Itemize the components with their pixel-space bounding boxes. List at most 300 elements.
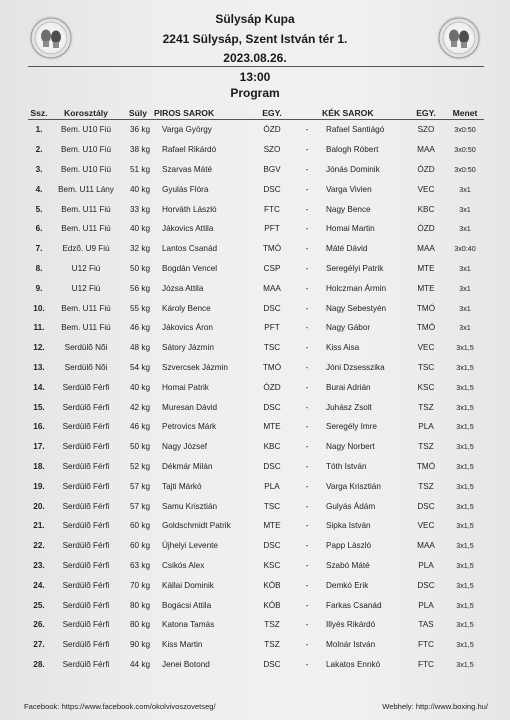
row-separator: - bbox=[305, 461, 309, 471]
row-piros-club: DSC bbox=[263, 402, 281, 412]
row-separator: - bbox=[305, 640, 309, 650]
row-suly: 60 kg bbox=[129, 521, 150, 531]
table-row bbox=[28, 179, 484, 199]
row-menet: 3x1,5 bbox=[456, 382, 474, 392]
row-number: 28. bbox=[33, 659, 45, 669]
row-korosztaly: Bem. U10 Fiú bbox=[60, 145, 112, 155]
table-row bbox=[28, 318, 484, 338]
row-kek-boxer: Lakatos Ennkó bbox=[326, 659, 381, 669]
header-divider bbox=[28, 66, 484, 67]
row-suly: 57 kg bbox=[129, 481, 150, 491]
table-row bbox=[28, 615, 484, 635]
row-separator: - bbox=[305, 620, 309, 630]
row-kek-boxer: Rafael Santiágó bbox=[326, 125, 385, 135]
row-separator: - bbox=[305, 422, 309, 432]
row-kek-club: TSZ bbox=[418, 442, 434, 452]
row-kek-boxer: Illyés Rikárdó bbox=[326, 620, 376, 630]
row-separator: - bbox=[305, 125, 309, 135]
table-row bbox=[28, 377, 484, 397]
row-kek-boxer: Szabó Máté bbox=[326, 560, 370, 570]
table-row bbox=[28, 575, 484, 595]
row-kek-boxer: Seregélyi Patrik bbox=[326, 263, 384, 273]
row-piros-club: SZO bbox=[263, 145, 281, 155]
row-menet: 3x1,5 bbox=[456, 659, 474, 669]
row-kek-club: TMÓ bbox=[416, 323, 436, 333]
row-piros-club: TSC bbox=[263, 343, 281, 353]
row-suly: 33 kg bbox=[129, 204, 150, 214]
row-menet: 3x1,5 bbox=[456, 600, 474, 610]
row-kek-club: TSZ bbox=[418, 402, 434, 412]
row-menet: 3x1 bbox=[459, 263, 471, 273]
row-suly: 40 kg bbox=[129, 184, 150, 194]
row-piros-club: ÓZD bbox=[263, 382, 281, 392]
row-kek-club: MAA bbox=[417, 244, 435, 254]
row-suly: 80 kg bbox=[129, 600, 150, 610]
row-piros-boxer: Újhelyi Levente bbox=[162, 541, 218, 551]
row-kek-club: SZO bbox=[417, 125, 435, 135]
table-row bbox=[28, 160, 484, 180]
row-number: 11. bbox=[33, 323, 45, 333]
row-menet: 3x1,5 bbox=[456, 541, 474, 551]
col-separator bbox=[292, 106, 322, 120]
row-piros-boxer: Nagy József bbox=[162, 442, 208, 452]
row-korosztaly: Bem. U11 Fiú bbox=[61, 303, 111, 313]
row-piros-club: PFT bbox=[264, 323, 280, 333]
row-piros-boxer: Józsa Attila bbox=[162, 283, 204, 293]
table-row bbox=[28, 536, 484, 556]
row-piros-boxer: Horváth László bbox=[162, 204, 217, 214]
row-separator: - bbox=[305, 481, 309, 491]
row-number: 26. bbox=[33, 620, 45, 630]
row-piros-club: DSC bbox=[263, 461, 281, 471]
row-piros-boxer: Sátory Jázmin bbox=[162, 343, 214, 353]
row-number: 25. bbox=[33, 600, 45, 610]
table-row bbox=[28, 457, 484, 477]
row-number: 22. bbox=[33, 541, 45, 551]
row-piros-club: TSC bbox=[263, 501, 281, 511]
row-kek-boxer: Molnár István bbox=[326, 640, 376, 650]
table-row bbox=[28, 358, 484, 378]
row-kek-boxer: Máté Dávid bbox=[326, 244, 368, 254]
row-menet: 3x1 bbox=[459, 283, 471, 293]
row-menet: 3x1,5 bbox=[456, 461, 474, 471]
row-piros-boxer: Gyulás Flóra bbox=[162, 184, 209, 194]
row-separator: - bbox=[305, 303, 309, 313]
program-heading: Program bbox=[230, 86, 280, 100]
table-row bbox=[28, 516, 484, 536]
row-piros-club: TSZ bbox=[264, 640, 280, 650]
row-suly: 48 kg bbox=[129, 343, 150, 353]
row-suly: 60 kg bbox=[129, 541, 150, 551]
row-korosztaly: Serdülõ Férfi bbox=[62, 600, 110, 610]
row-number: 19. bbox=[33, 481, 45, 491]
row-suly: 51 kg bbox=[129, 164, 150, 174]
row-kek-club: MAA bbox=[417, 145, 435, 155]
row-menet: 3x0:50 bbox=[454, 125, 476, 135]
row-korosztaly: Serdülõ Férfi bbox=[62, 640, 110, 650]
row-kek-boxer: Papp László bbox=[326, 541, 372, 551]
row-kek-club: MAA bbox=[417, 541, 435, 551]
row-piros-club: MTE bbox=[263, 521, 281, 531]
row-korosztaly: Bem. U11 Fiú bbox=[61, 224, 111, 234]
table-row bbox=[28, 338, 484, 358]
table-row bbox=[28, 397, 484, 417]
row-piros-boxer: Kállai Dominik bbox=[162, 580, 214, 590]
row-number: 10. bbox=[33, 303, 45, 313]
row-kek-boxer: Burai Adrián bbox=[326, 382, 371, 392]
row-menet: 3x1 bbox=[459, 224, 471, 234]
row-kek-club: ÓZD bbox=[417, 164, 435, 174]
row-kek-boxer: Nagy Sebestyén bbox=[326, 303, 387, 313]
row-piros-club: MTE bbox=[263, 422, 281, 432]
row-suly: 38 kg bbox=[129, 145, 150, 155]
row-number: 15. bbox=[33, 402, 45, 412]
row-suly: 55 kg bbox=[129, 303, 150, 313]
row-piros-club: FTC bbox=[264, 204, 280, 214]
row-piros-boxer: Csikós Alex bbox=[162, 560, 205, 570]
row-number: 3. bbox=[35, 164, 43, 174]
row-separator: - bbox=[305, 659, 309, 669]
row-kek-club: TMÓ bbox=[416, 303, 436, 313]
row-piros-club: KÓB bbox=[263, 600, 281, 610]
row-kek-boxer: Nagy Bence bbox=[326, 204, 371, 214]
footer-webhely: Webhely: http://www.boxing.hu/ bbox=[382, 702, 488, 711]
table-row bbox=[28, 437, 484, 457]
row-korosztaly: Bem. U11 Fiú bbox=[61, 323, 111, 333]
table-row bbox=[28, 476, 484, 496]
row-korosztaly: Serdülõ Férfi bbox=[62, 521, 110, 531]
row-piros-boxer: Dékmár Milán bbox=[162, 461, 213, 471]
row-kek-club: KBC bbox=[417, 204, 435, 214]
row-suly: 52 kg bbox=[129, 461, 150, 471]
row-korosztaly: Serdülõ Nõi bbox=[64, 362, 108, 372]
row-kek-club: DSC bbox=[417, 501, 435, 511]
row-korosztaly: Serdülõ Férfi bbox=[62, 422, 110, 432]
row-piros-club: DSC bbox=[263, 659, 281, 669]
row-piros-club: PFT bbox=[264, 224, 280, 234]
row-korosztaly: Edzõ. U9 Fiú bbox=[62, 244, 110, 254]
row-kek-club: VEC bbox=[417, 343, 435, 353]
row-korosztaly: Bem. U10 Fiú bbox=[60, 164, 112, 174]
row-number: 6. bbox=[35, 224, 43, 234]
row-separator: - bbox=[305, 560, 309, 570]
row-piros-club: KBC bbox=[263, 442, 281, 452]
row-suly: 50 kg bbox=[129, 442, 150, 452]
row-piros-club: PLA bbox=[264, 481, 280, 491]
table-row bbox=[28, 140, 484, 160]
row-piros-boxer: Lantos Csanád bbox=[162, 244, 218, 254]
table-row bbox=[28, 595, 484, 615]
row-menet: 3x1,5 bbox=[456, 481, 474, 491]
row-piros-club: KSC bbox=[263, 560, 281, 570]
col-egy-red: EGY. bbox=[252, 106, 292, 120]
row-piros-club: MAA bbox=[263, 283, 281, 293]
row-suly: 70 kg bbox=[129, 580, 150, 590]
table-row bbox=[28, 219, 484, 239]
table-row bbox=[28, 496, 484, 516]
row-korosztaly: U12 Fiú bbox=[71, 263, 101, 273]
program-time: 13:00 bbox=[239, 70, 271, 84]
col-korosztaly: Korosztály bbox=[50, 106, 122, 120]
row-menet: 3x1,5 bbox=[456, 580, 474, 590]
col-menet: Menet bbox=[446, 106, 484, 120]
row-piros-club: CSP bbox=[263, 263, 281, 273]
row-korosztaly: Serdülõ Férfi bbox=[62, 580, 110, 590]
row-menet: 3x1,5 bbox=[456, 343, 474, 353]
row-suly: 80 kg bbox=[129, 620, 150, 630]
row-separator: - bbox=[305, 521, 309, 531]
footer-facebook: Facebook: https://www.facebook.com/okolvivoszovetseg/ bbox=[24, 702, 216, 711]
row-suly: 46 kg bbox=[129, 323, 150, 333]
row-kek-club: PLA bbox=[418, 422, 434, 432]
row-suly: 42 kg bbox=[129, 402, 150, 412]
row-kek-club: MTE bbox=[417, 263, 435, 273]
row-piros-boxer: Szvercsek Jázmin bbox=[162, 362, 228, 372]
table-row bbox=[28, 298, 484, 318]
row-suly: 46 kg bbox=[129, 422, 150, 432]
row-separator: - bbox=[305, 501, 309, 511]
row-kek-boxer: Demkó Erik bbox=[326, 580, 369, 590]
row-kek-club: FTC bbox=[418, 640, 434, 650]
row-menet: 3x1 bbox=[459, 204, 471, 214]
row-kek-club: MTE bbox=[417, 283, 435, 293]
row-number: 18. bbox=[33, 461, 45, 471]
row-number: 14. bbox=[33, 382, 45, 392]
col-piros-sarok: PIROS SAROK bbox=[154, 106, 252, 120]
row-kek-club: TAS bbox=[418, 620, 434, 630]
row-separator: - bbox=[305, 382, 309, 392]
row-separator: - bbox=[305, 145, 309, 155]
row-suly: 44 kg bbox=[129, 659, 150, 669]
row-kek-club: VEC bbox=[417, 521, 435, 531]
row-kek-boxer: Nagy Gábor bbox=[326, 323, 371, 333]
row-korosztaly: Serdülõ Férfi bbox=[62, 382, 110, 392]
row-piros-boxer: Homai Patrik bbox=[162, 382, 209, 392]
row-separator: - bbox=[305, 323, 309, 333]
row-kek-boxer: Farkas Csanád bbox=[326, 600, 382, 610]
row-piros-club: BGV bbox=[263, 164, 281, 174]
row-piros-club: ÓZD bbox=[263, 125, 281, 135]
row-number: 27. bbox=[33, 640, 45, 650]
row-number: 1. bbox=[35, 125, 43, 135]
row-kek-boxer: Tóth István bbox=[326, 461, 367, 471]
row-piros-club: DSC bbox=[263, 541, 281, 551]
table-row bbox=[28, 199, 484, 219]
row-kek-club: PLA bbox=[418, 600, 434, 610]
table-row bbox=[28, 556, 484, 576]
col-egy-blue: EGY. bbox=[406, 106, 446, 120]
row-menet: 3x1 bbox=[459, 184, 471, 194]
row-kek-boxer: Jóni Dzsesszika bbox=[326, 362, 385, 372]
row-piros-boxer: Rafael Rikárdó bbox=[162, 145, 217, 155]
row-piros-boxer: Muresan Dávid bbox=[162, 402, 218, 412]
row-korosztaly: Serdülõ Férfi bbox=[62, 461, 110, 471]
row-number: 23. bbox=[33, 560, 45, 570]
row-korosztaly: Serdülõ Nõi bbox=[64, 343, 108, 353]
row-kek-boxer: Sipka István bbox=[326, 521, 371, 531]
row-piros-club: DSC bbox=[263, 303, 281, 313]
row-korosztaly: Bem. U11 Lány bbox=[58, 184, 114, 194]
row-kek-boxer: Juhász Zsolt bbox=[326, 402, 372, 412]
row-suly: 36 kg bbox=[129, 125, 150, 135]
row-menet: 3x1,5 bbox=[456, 521, 474, 531]
row-piros-boxer: Varga György bbox=[162, 125, 212, 135]
row-kek-club: TMÓ bbox=[416, 461, 436, 471]
row-kek-club: PLA bbox=[418, 560, 434, 570]
col-ssz: Ssz. bbox=[28, 106, 50, 120]
row-number: 9. bbox=[35, 283, 43, 293]
row-piros-boxer: Petrovics Márk bbox=[162, 422, 217, 432]
col-suly: Súly bbox=[122, 106, 154, 120]
row-separator: - bbox=[305, 402, 309, 412]
table-row bbox=[28, 635, 484, 655]
row-korosztaly: Serdülõ Férfi bbox=[62, 481, 110, 491]
event-title: Sülysáp Kupa bbox=[215, 12, 295, 26]
row-separator: - bbox=[305, 263, 309, 273]
row-kek-club: TSC bbox=[417, 362, 435, 372]
row-kek-club: FTC bbox=[418, 659, 434, 669]
row-menet: 3x1,5 bbox=[456, 402, 474, 412]
row-number: 21. bbox=[33, 521, 45, 531]
row-separator: - bbox=[305, 244, 309, 254]
row-kek-club: KSC bbox=[417, 382, 435, 392]
row-korosztaly: Bem. U10 Fiú bbox=[60, 125, 112, 135]
row-menet: 3x1,5 bbox=[456, 362, 474, 372]
row-number: 7. bbox=[35, 244, 43, 254]
row-separator: - bbox=[305, 600, 309, 610]
row-kek-boxer: Seregély Imre bbox=[326, 422, 377, 432]
table-row bbox=[28, 655, 484, 675]
row-separator: - bbox=[305, 580, 309, 590]
row-kek-boxer: Holczman Ármin bbox=[326, 283, 387, 293]
row-kek-boxer: Varga Vivien bbox=[326, 184, 372, 194]
row-suly: 50 kg bbox=[129, 263, 150, 273]
col-kek-sarok: KÉK SAROK bbox=[322, 106, 406, 120]
row-kek-boxer: Jónás Dominik bbox=[326, 164, 380, 174]
row-kek-club: ÓZD bbox=[417, 224, 435, 234]
row-menet: 3x1,5 bbox=[456, 422, 474, 432]
row-separator: - bbox=[305, 283, 309, 293]
row-number: 16. bbox=[33, 422, 45, 432]
row-piros-boxer: Katona Tamás bbox=[162, 620, 215, 630]
row-number: 12. bbox=[33, 343, 45, 353]
row-korosztaly: Serdülõ Férfi bbox=[62, 541, 110, 551]
table-row bbox=[28, 120, 484, 140]
row-korosztaly: Serdülõ Férfi bbox=[62, 560, 110, 570]
table-header-row bbox=[28, 106, 484, 120]
row-piros-boxer: Samu Krisztián bbox=[162, 501, 218, 511]
row-korosztaly: U12 Fiú bbox=[71, 283, 101, 293]
row-menet: 3x0:50 bbox=[454, 145, 476, 155]
row-separator: - bbox=[305, 362, 309, 372]
row-piros-boxer: Jákovics Attila bbox=[162, 224, 214, 234]
row-suly: 90 kg bbox=[129, 640, 150, 650]
row-separator: - bbox=[305, 164, 309, 174]
row-menet: 3x1 bbox=[459, 303, 471, 313]
row-menet: 3x0:40 bbox=[454, 244, 476, 254]
table-row bbox=[28, 417, 484, 437]
row-piros-boxer: Jákovics Áron bbox=[162, 323, 213, 333]
row-korosztaly: Serdülõ Férfi bbox=[62, 402, 110, 412]
row-kek-club: TSZ bbox=[418, 481, 434, 491]
row-kek-boxer: Gulyás Ádám bbox=[326, 501, 376, 511]
row-piros-club: TMÓ bbox=[262, 244, 282, 254]
row-kek-club: DSC bbox=[417, 580, 435, 590]
event-address: 2241 Sülysáp, Szent István tér 1. bbox=[162, 32, 348, 46]
event-date: 2023.08.26. bbox=[223, 51, 287, 65]
row-piros-boxer: Goldschmidt Patrik bbox=[162, 521, 231, 531]
row-piros-boxer: Bogdán Vencel bbox=[162, 263, 218, 273]
table-body bbox=[28, 120, 484, 675]
row-menet: 3x1,5 bbox=[456, 620, 474, 630]
row-menet: 3x1 bbox=[459, 323, 471, 333]
row-suly: 57 kg bbox=[129, 501, 150, 511]
row-kek-boxer: Balogh Róbert bbox=[326, 145, 379, 155]
row-number: 2. bbox=[35, 145, 43, 155]
table-row bbox=[28, 239, 484, 259]
row-piros-club: TSZ bbox=[264, 620, 280, 630]
row-menet: 3x1,5 bbox=[456, 501, 474, 511]
row-separator: - bbox=[305, 442, 309, 452]
row-number: 4. bbox=[35, 184, 43, 194]
row-number: 17. bbox=[33, 442, 45, 452]
row-korosztaly: Bem. U11 Fiú bbox=[61, 204, 111, 214]
row-separator: - bbox=[305, 343, 309, 353]
row-piros-club: DSC bbox=[263, 184, 281, 194]
row-korosztaly: Serdülõ Férfi bbox=[62, 659, 110, 669]
row-separator: - bbox=[305, 204, 309, 214]
row-number: 5. bbox=[35, 204, 43, 214]
row-menet: 3x1,5 bbox=[456, 640, 474, 650]
row-number: 8. bbox=[35, 263, 43, 273]
row-suly: 40 kg bbox=[129, 224, 150, 234]
row-menet: 3x1,5 bbox=[456, 442, 474, 452]
row-suly: 54 kg bbox=[129, 362, 150, 372]
row-piros-boxer: Szarvas Máté bbox=[162, 164, 213, 174]
row-suly: 32 kg bbox=[129, 244, 150, 254]
row-korosztaly: Serdülõ Férfi bbox=[62, 442, 110, 452]
row-separator: - bbox=[305, 184, 309, 194]
row-piros-boxer: Bogácsi Attila bbox=[162, 600, 212, 610]
row-kek-boxer: Kiss Aisa bbox=[326, 343, 360, 353]
row-korosztaly: Serdülõ Férfi bbox=[62, 620, 110, 630]
row-korosztaly: Serdülõ Férfi bbox=[62, 501, 110, 511]
row-kek-boxer: Varga Krisztián bbox=[326, 481, 381, 491]
row-kek-boxer: Nagy Norbert bbox=[326, 442, 375, 452]
table-row bbox=[28, 278, 484, 298]
row-number: 24. bbox=[33, 580, 45, 590]
row-menet: 3x1,5 bbox=[456, 560, 474, 570]
row-menet: 3x0:50 bbox=[454, 164, 476, 174]
row-separator: - bbox=[305, 541, 309, 551]
table-row bbox=[28, 259, 484, 279]
row-piros-boxer: Károly Bence bbox=[162, 303, 211, 313]
row-piros-club: TMÓ bbox=[262, 362, 282, 372]
bout-program-table bbox=[28, 106, 484, 674]
row-kek-boxer: Homai Martin bbox=[326, 224, 375, 234]
row-kek-club: VEC bbox=[417, 184, 435, 194]
row-piros-club: KÓB bbox=[263, 580, 281, 590]
row-separator: - bbox=[305, 224, 309, 234]
row-number: 13. bbox=[33, 362, 45, 372]
row-suly: 56 kg bbox=[129, 283, 150, 293]
row-suly: 63 kg bbox=[129, 560, 150, 570]
row-piros-boxer: Tajti Márkó bbox=[162, 481, 202, 491]
row-piros-boxer: Jenei Botond bbox=[162, 659, 210, 669]
row-suly: 40 kg bbox=[129, 382, 150, 392]
row-number: 20. bbox=[33, 501, 45, 511]
row-piros-boxer: Kiss Martin bbox=[162, 640, 203, 650]
